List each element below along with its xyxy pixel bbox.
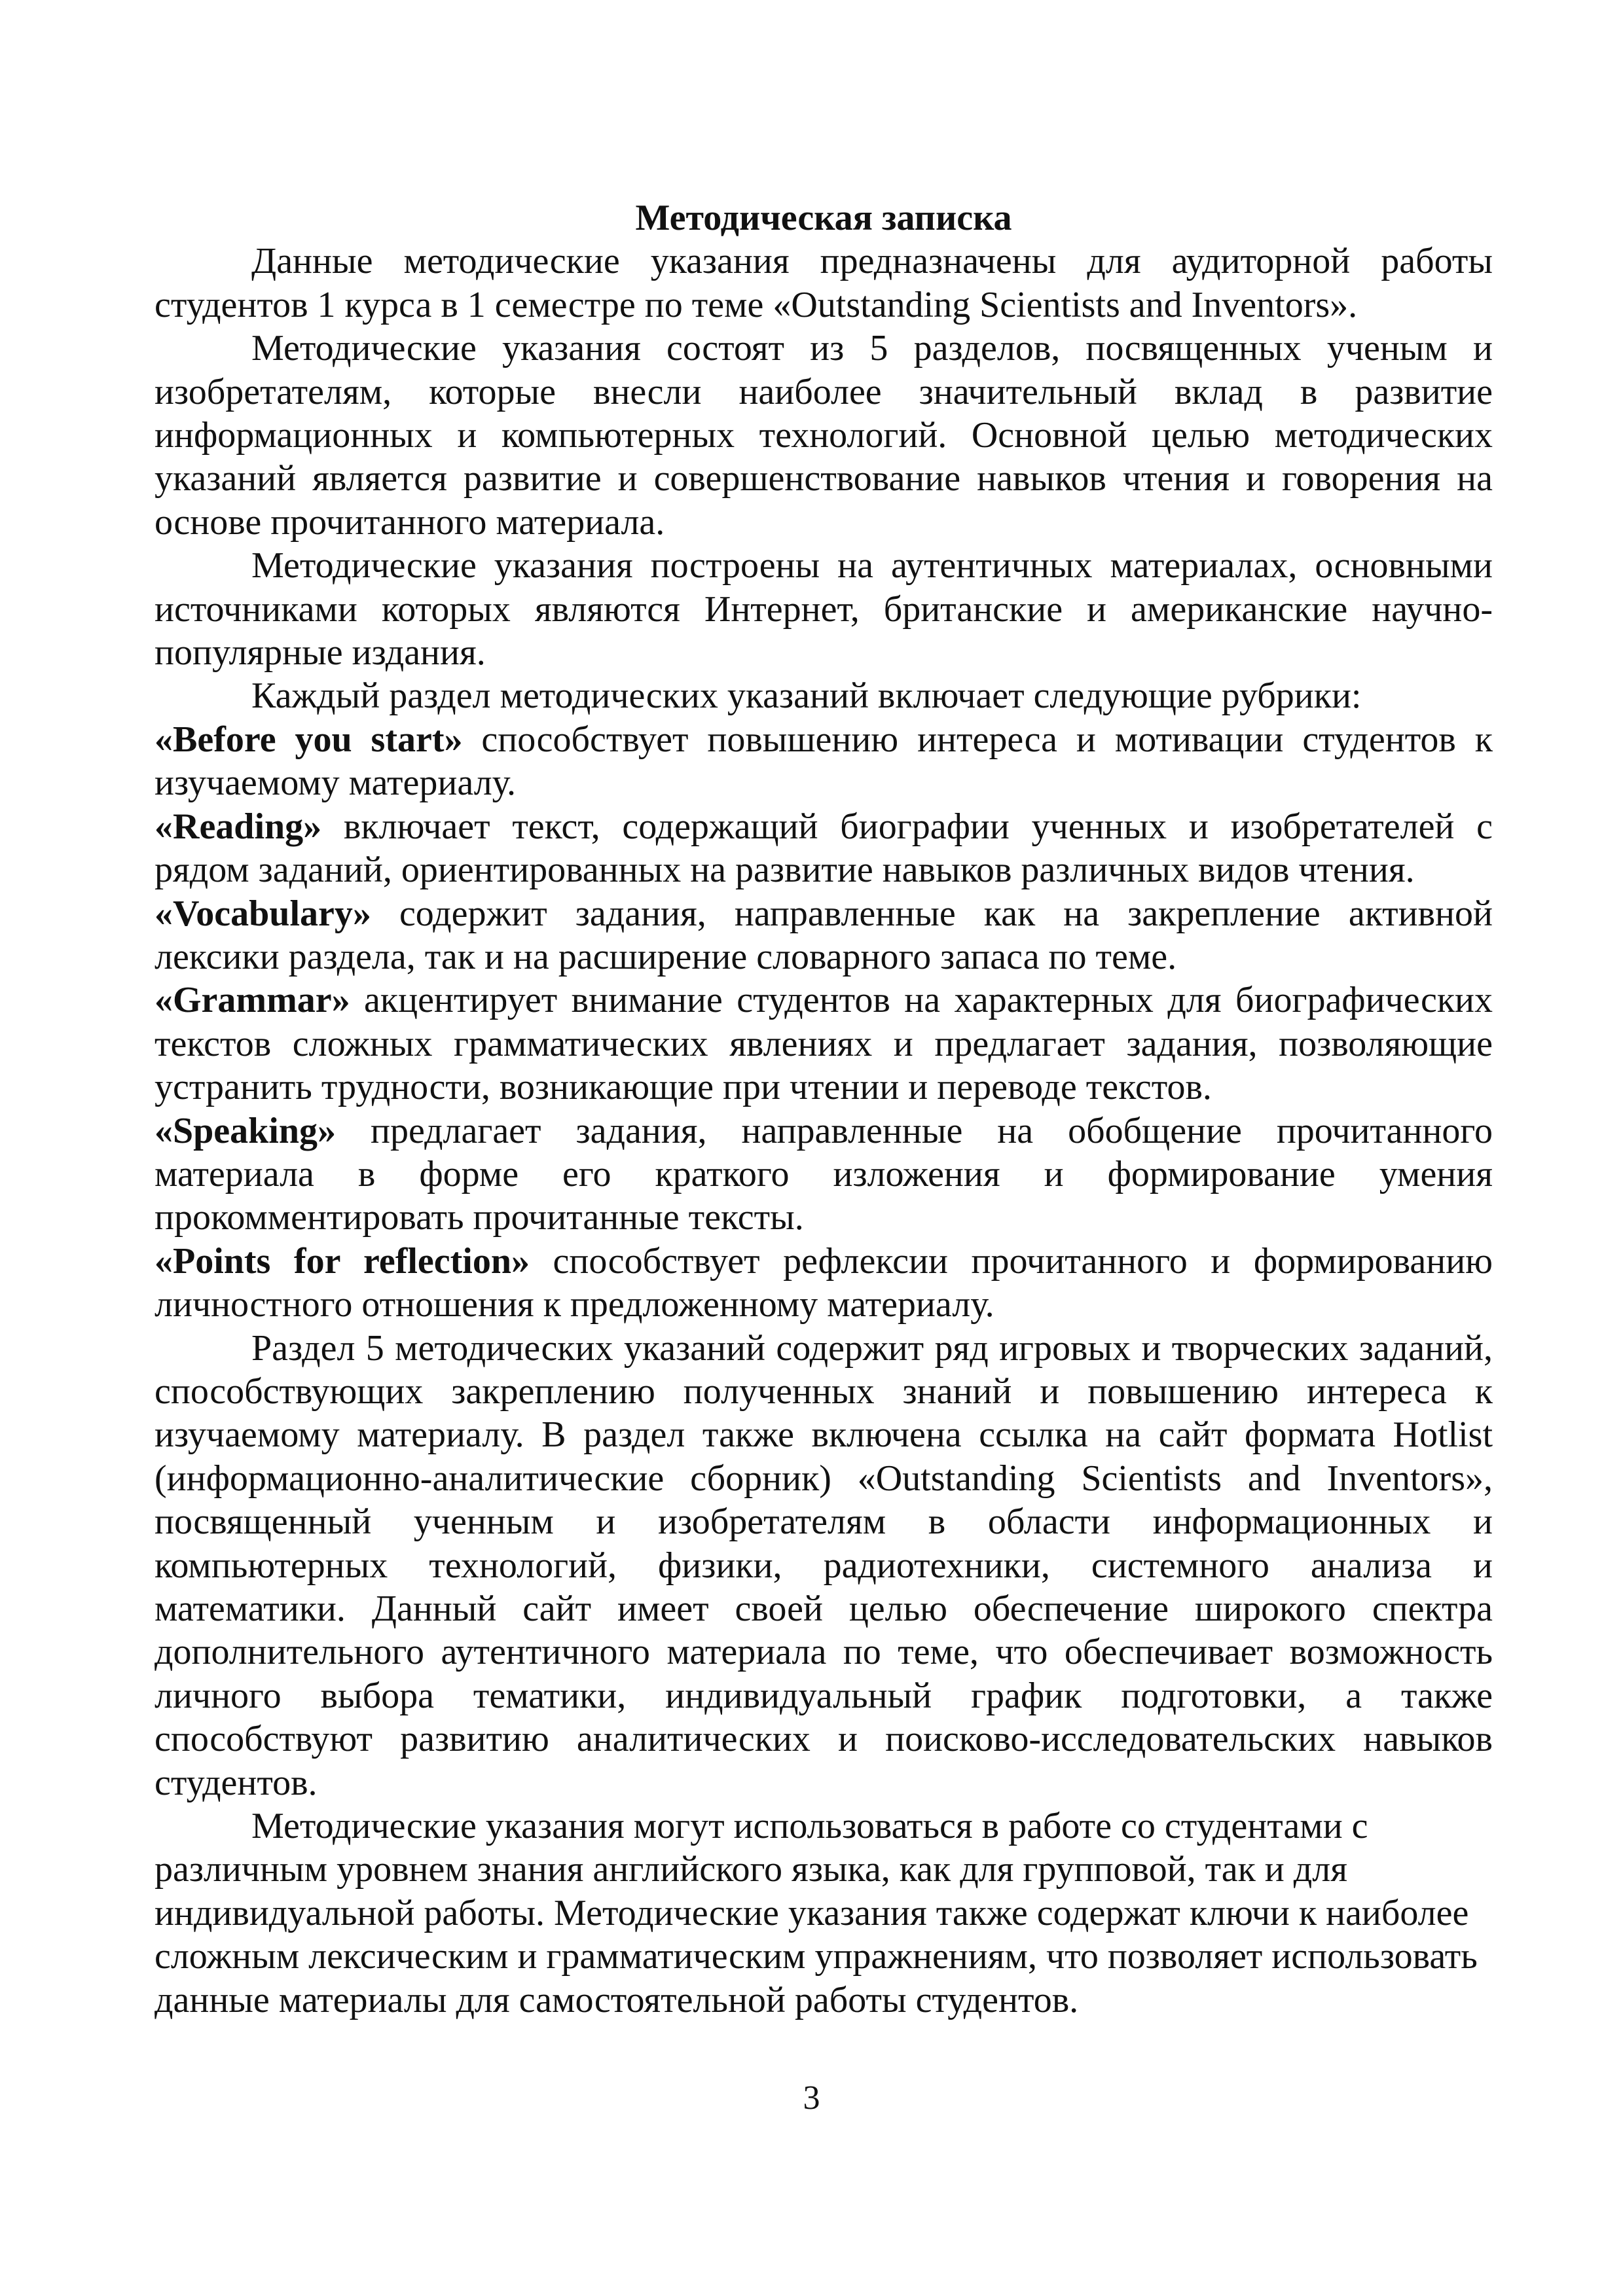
rubric-term: «Grammar»	[155, 980, 350, 1021]
rubric-before-you-start	[155, 718, 1493, 805]
rubric-term: «Points for reflection»	[155, 1240, 530, 1282]
rubric-description: включает текст, содержащий биографии ученных и изобретателей с рядом заданий, ориентированных на развитие навыков различных видов чтения.	[155, 806, 1493, 891]
sources-paragraph: Методические указания построены на аутентичных материалах, основными источниками которых являются Интернет, британские и американские научно-популярные издания.	[155, 545, 1493, 673]
rubric-description: акцентирует внимание студентов на характерных для биографических текстов сложных грамматических явлениях и предлагает задания, позволяющие устранить трудности, возникающие при чтении и переводе текстов.	[155, 980, 1493, 1108]
rubrics-intro-paragraph: Каждый раздел методических указаний включает следующие рубрики:	[251, 675, 1362, 717]
rubric-term: «Before you start»	[155, 719, 463, 760]
rubric-grammar	[155, 978, 1493, 1109]
rubric-reading	[155, 805, 1493, 892]
rubric-description: содержит задания, направленные как на закрепление активной лексики раздела, так и на расширение словарного запаса по теме.	[155, 893, 1493, 977]
structure-paragraph: Методические указания состоят из 5 разделов, посвященных ученым и изобретателям, которые внесли наиболее значительный вклад в развитие информационных и компьютерных технологий. Основной целью методических указаний является развитие и совершенствование навыков чтения и говорения на основе прочитанного материала.	[155, 328, 1493, 543]
page-title: Методическая записка	[635, 198, 1012, 238]
rubric-description: способствует повышению интереса и мотивации студентов к изучаемому материалу.	[155, 719, 1493, 804]
rubric-term: «Vocabulary»	[155, 893, 371, 934]
intro-paragraph: Данные методические указания предназначены для аудиторной работы студентов 1 курса в 1 семестре по теме «Outstanding Scientists and Inventors».	[155, 241, 1493, 325]
rubric-term: «Speaking»	[155, 1110, 336, 1151]
usage-paragraph: Методические указания могут использоваться в работе со студентами с различным уровнем знания английского языка, как для групповой, так и для индивидуальной работы. Методические указания также содержат ключи к наиболее сложным лексическим и грамматическим упражнениям, что позволяет использовать данные материалы для самостоятельной работы студентов.	[155, 1806, 1478, 2020]
rubric-vocabulary	[155, 892, 1493, 979]
rubric-speaking	[155, 1109, 1493, 1240]
rubric-term: «Reading»	[155, 806, 322, 847]
page-content	[155, 196, 1493, 2022]
rubric-description: способствует рефлексии прочитанного и формированию личностного отношения к предложенному материалу.	[155, 1240, 1493, 1325]
section-five-paragraph: Раздел 5 методических указаний содержит ряд игровых и творческих заданий, способствующих закреплению полученных знаний и повышению интереса к изучаемому материалу. В раздел также включена ссылка на сайт формата Hotlist (информационно-аналитические сборник) «Outstanding Scientists and Inventors», посвященный ученным и изобретателям в области информационных и компьютерных технологий, физики, радиотехники, системного анализа и математики. Данный сайт имеет своей целью обеспечение широкого спектра дополнительного аутентичного материала по теме, что обеспечивает возможность личного выбора тематики, индивидуальный график подготовки, а также способствуют развитию аналитических и поисково-исследовательских навыков студентов.	[155, 1327, 1493, 1803]
rubric-points-for-reflection	[155, 1240, 1493, 1327]
rubric-description: предлагает задания, направленные на обобщение прочитанного материала в форме его краткого изложения и формирование умения прокомментировать прочитанные тексты.	[155, 1110, 1493, 1238]
page-number: 3	[803, 2079, 820, 2117]
